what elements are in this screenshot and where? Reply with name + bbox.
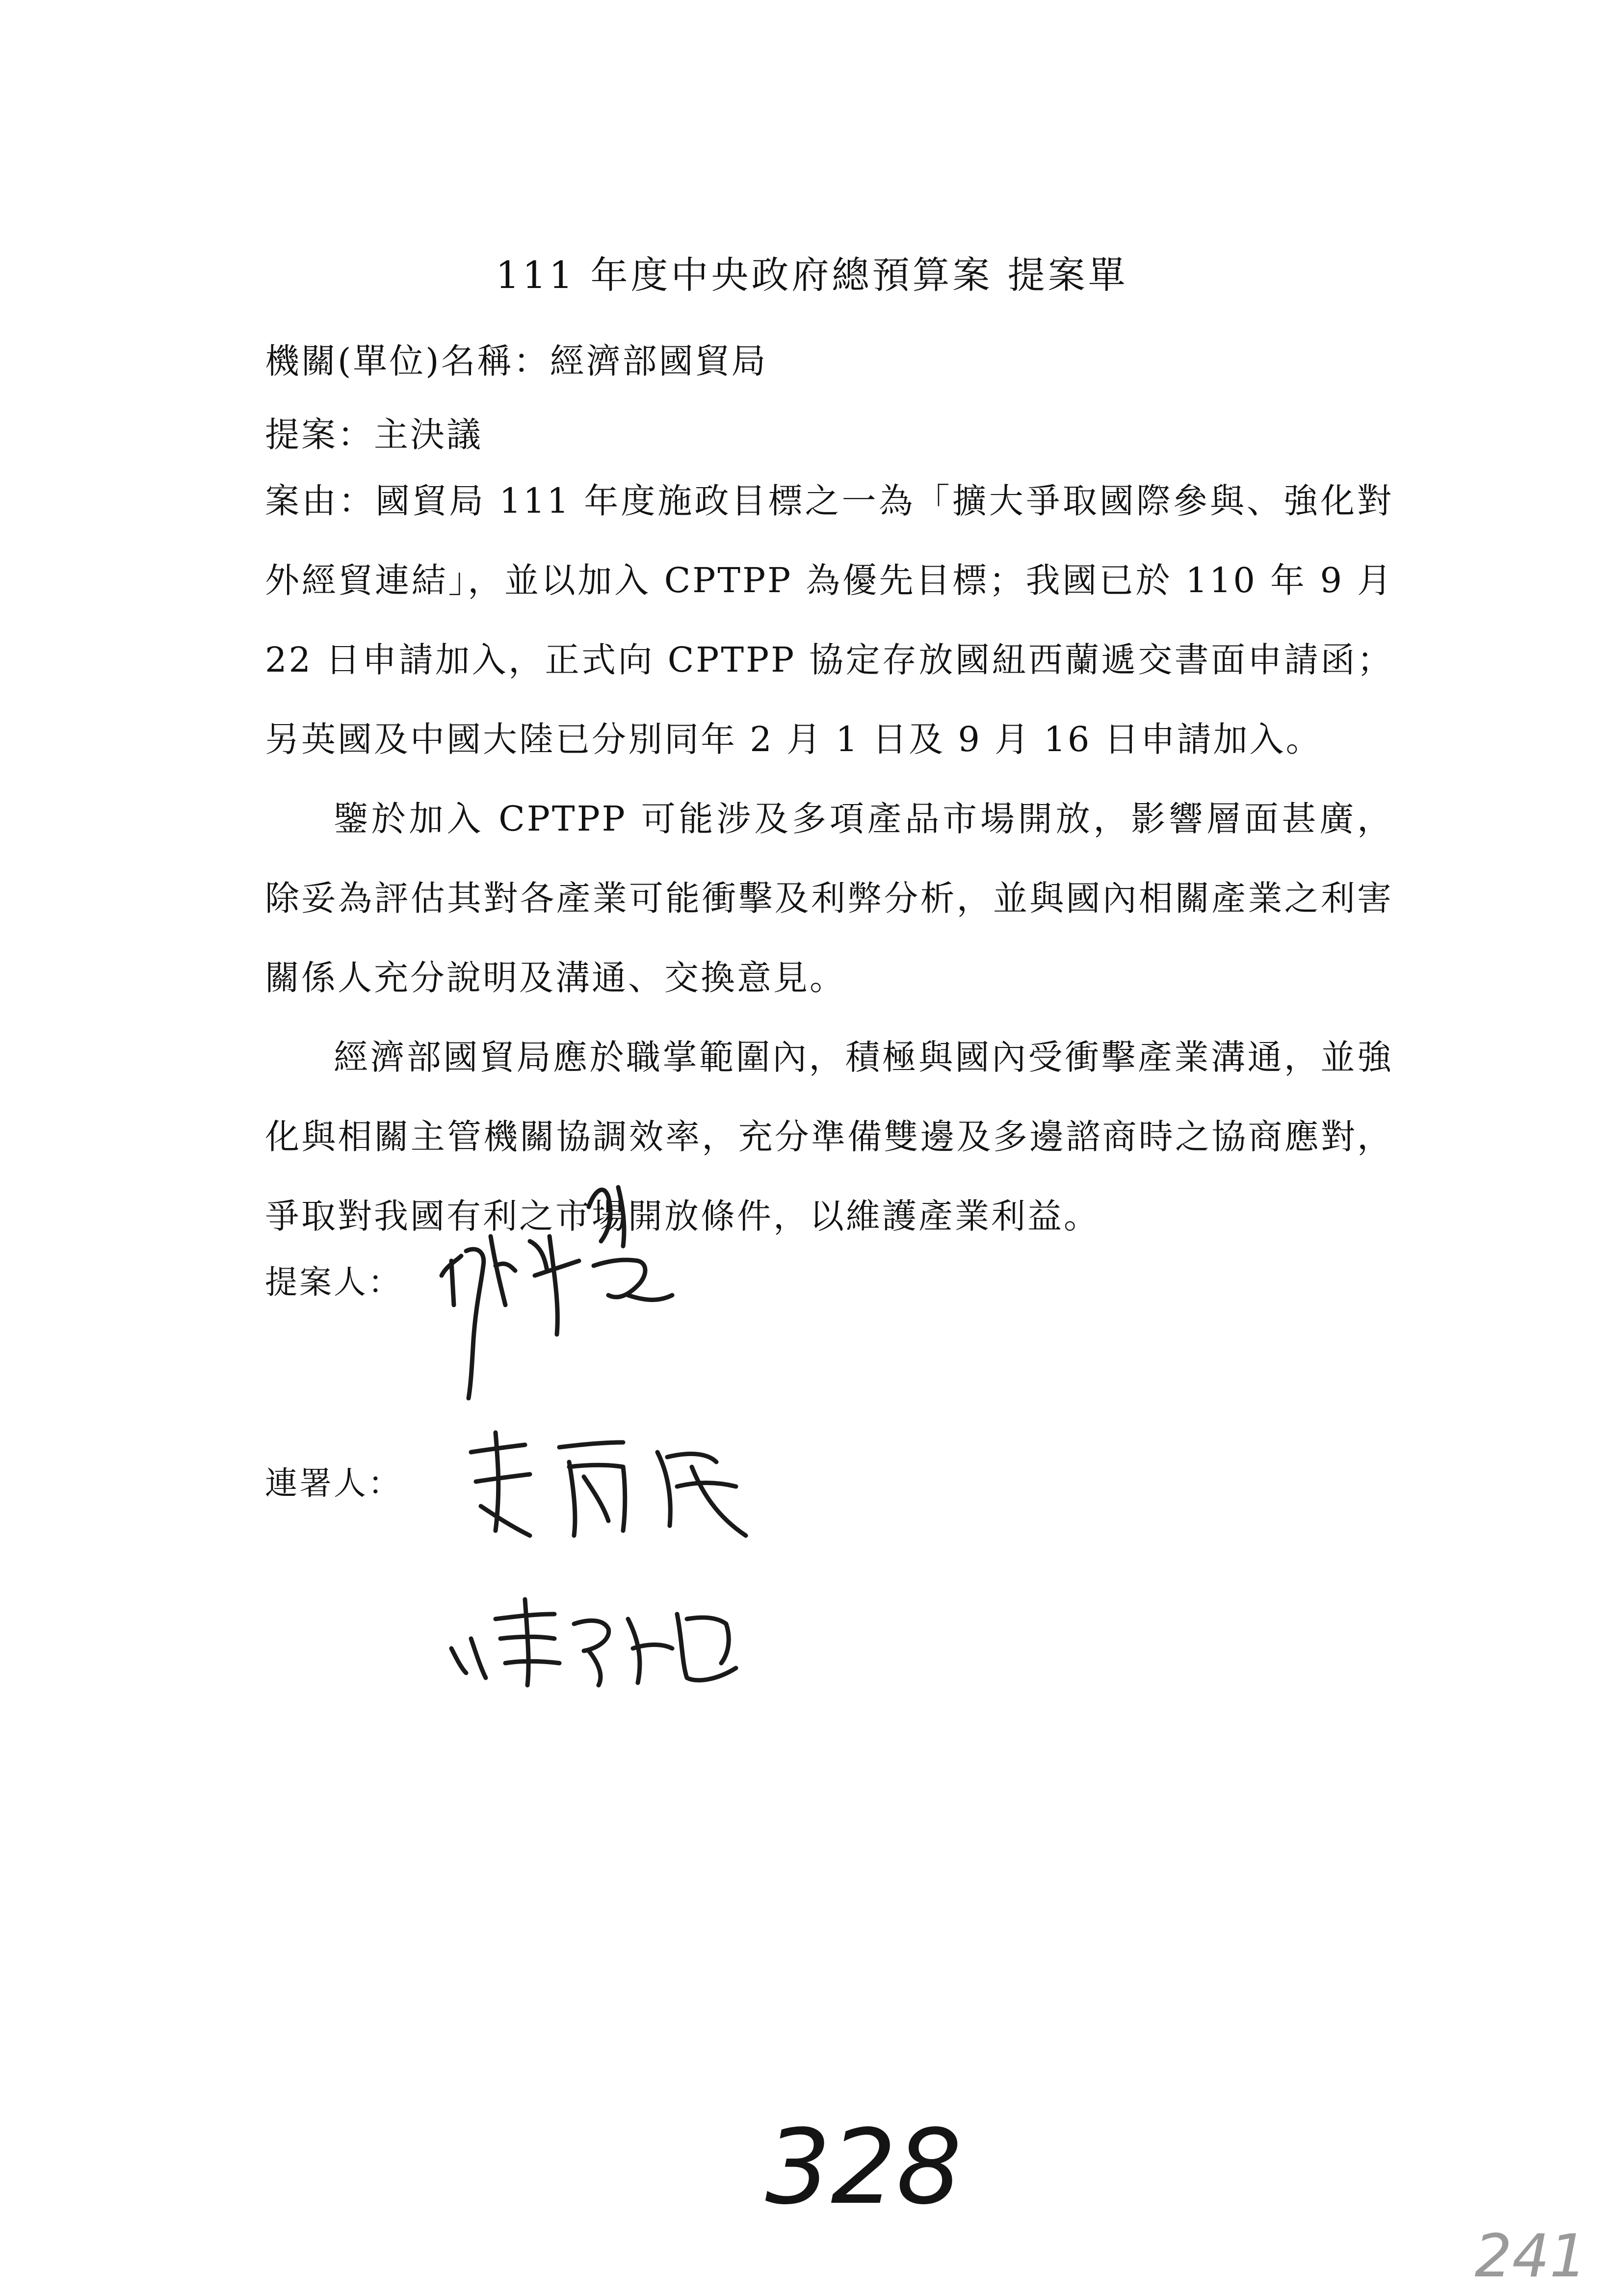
cosigner-label: 連署人： — [265, 1464, 402, 1502]
proposal-body — [265, 461, 1393, 1256]
agency-name-line: 機關(單位)名稱：經濟部國貿局 — [265, 341, 768, 381]
proposer-label: 提案人： — [265, 1263, 402, 1301]
page-number-text: 328 — [765, 2110, 962, 2227]
cosigner-signature-2 — [442, 1590, 756, 1688]
corner-page-number-text: 241 — [1474, 2227, 1587, 2286]
proposer-signature — [432, 1177, 707, 1403]
page-number — [736, 2110, 991, 2227]
corner-page-number — [1462, 2227, 1599, 2286]
paragraph-reason: 案由：國貿局 111 年度施政目標之一為「擴大爭取國際參與、強化對外經貿連結」，並以加入 CPTPP 為優先目標；我國已於 110 年 9 月 22 日申請加入，正式向 CPTPP 協定存放國紐西蘭遞交書面申請函；另英國及中國大陸已分別同年 2 月 1 日及 9 月 16 日申請加入。 — [265, 481, 1393, 759]
paragraph-resolution: 經濟部國貿局應於職掌範圍內，積極與國內受衝擊產業溝通，並強化與相關主管機關協調效率，充分準備雙邊及多邊諮商時之協商應對，爭取對我國有利之市場開放條件，以維護產業利益。 — [265, 1037, 1393, 1236]
paragraph-assessment: 鑒於加入 CPTPP 可能涉及多項產品市場開放，影響層面甚廣，除妥為評估其對各產業可能衝擊及利弊分析，並與國內相關產業之利害關係人充分說明及溝通、交換意見。 — [265, 799, 1393, 998]
proposal-type-line: 提案：主決議 — [265, 415, 483, 455]
document-title: 111 年度中央政府總預算案 提案單 — [496, 253, 1128, 297]
cosigner-signature-1 — [461, 1423, 775, 1550]
